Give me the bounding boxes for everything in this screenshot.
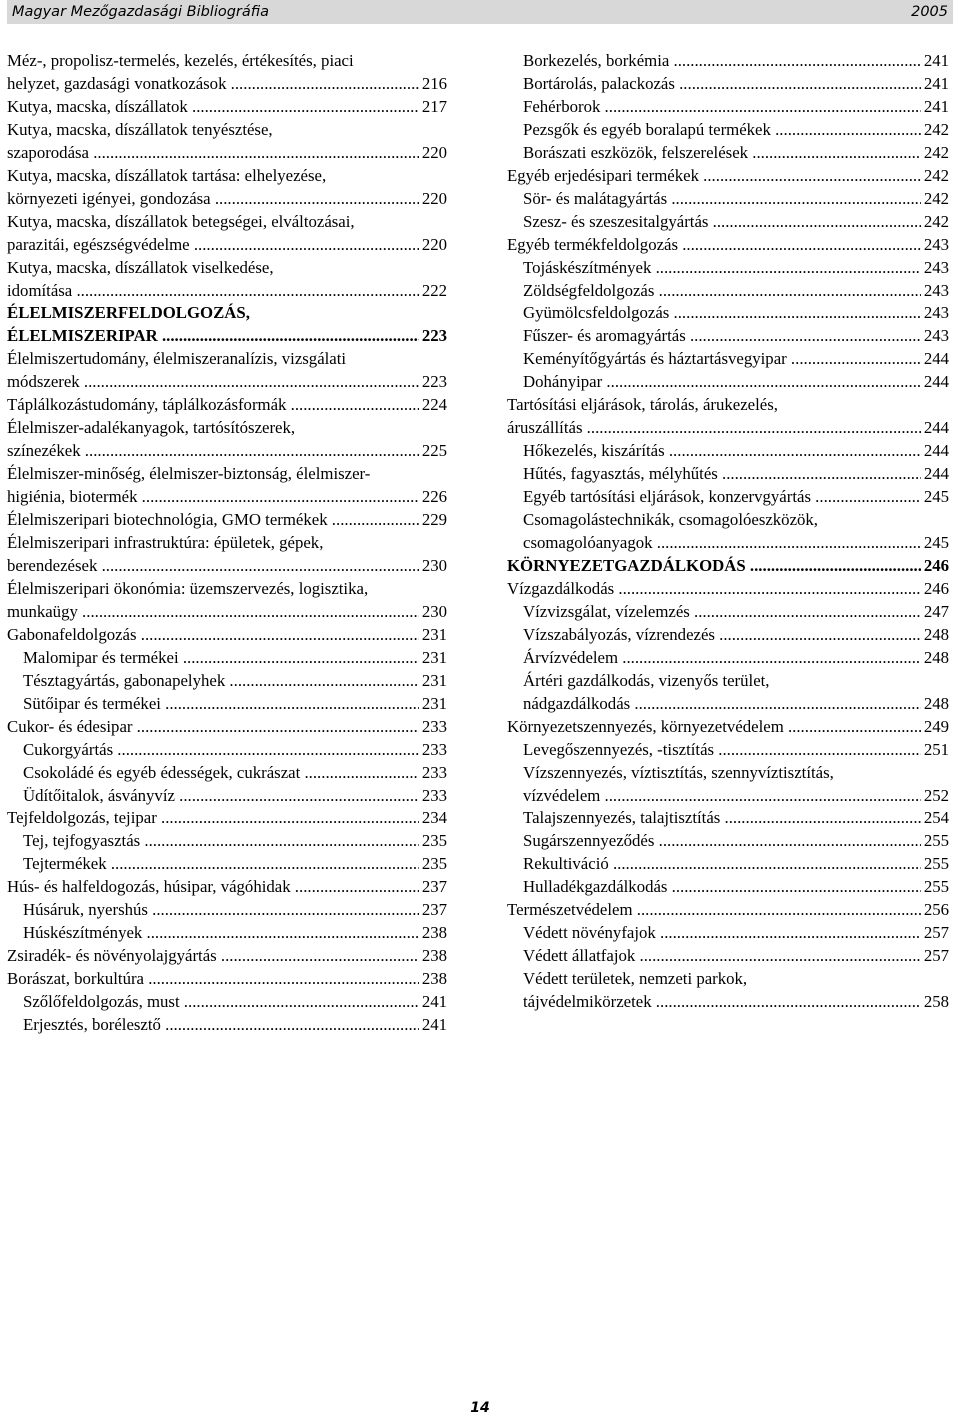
dot-leader bbox=[188, 97, 447, 116]
toc-entry-title: Védett állatfajok bbox=[523, 946, 636, 966]
toc-entry-title: Sör- és malátagyártás bbox=[523, 188, 668, 208]
dot-leader bbox=[113, 740, 447, 759]
toc-entry-title: Fűszer- és aromagyártás bbox=[523, 326, 686, 346]
toc-page-number: 237 bbox=[419, 899, 447, 922]
toc-entry-title: munkaügy bbox=[7, 601, 78, 621]
toc-entry-title: Vízvizsgálat, vízelemzés bbox=[523, 601, 690, 621]
toc-entry-title: Gabonafeldolgozás bbox=[7, 624, 137, 644]
toc-page-number: 223 bbox=[419, 325, 447, 348]
toc-entry-title: Gyümölcsfeldolgozás bbox=[523, 303, 670, 323]
toc-entry bbox=[507, 211, 949, 234]
toc-entry bbox=[507, 486, 949, 509]
toc-entry-title: Erjesztés, borélesztő bbox=[23, 1015, 161, 1035]
page-number: 14 bbox=[470, 1400, 490, 1416]
toc-entry bbox=[7, 1014, 447, 1037]
dot-leader bbox=[140, 831, 447, 850]
toc-entry bbox=[507, 670, 949, 716]
toc-entry bbox=[507, 394, 949, 440]
toc-entry-title: Fehérborok bbox=[523, 96, 601, 116]
toc-entry bbox=[507, 624, 949, 647]
toc-entry bbox=[507, 234, 949, 257]
toc-entry-title: Tojáskészítmények bbox=[523, 257, 652, 277]
toc-entry bbox=[7, 257, 447, 303]
toc-entry-title: Csokoládé és egyéb édességek, cukrászat bbox=[23, 762, 301, 782]
toc-page-number: 255 bbox=[921, 876, 949, 899]
toc-entry bbox=[507, 899, 949, 922]
dot-leader bbox=[667, 877, 949, 896]
toc-entry-title: Tejtermékek bbox=[23, 854, 107, 874]
dot-leader bbox=[180, 992, 447, 1011]
toc-page-number: 242 bbox=[921, 165, 949, 188]
toc-entry bbox=[507, 853, 949, 876]
toc-entry bbox=[507, 463, 949, 486]
toc-entry-title: Vízgazdálkodás bbox=[507, 578, 615, 598]
page-header bbox=[7, 0, 953, 24]
toc-entry-line: Élelmiszeripari infrastruktúra: épületek, gépek, bbox=[7, 533, 324, 553]
dot-leader bbox=[654, 831, 949, 850]
dot-leader bbox=[669, 303, 949, 322]
dot-leader bbox=[89, 143, 447, 162]
toc-entry-title: tájvédelmikörzetek bbox=[523, 992, 652, 1012]
toc-entry-title: vízvédelem bbox=[523, 785, 601, 805]
toc-entry bbox=[507, 119, 949, 142]
toc-page-number: 231 bbox=[419, 647, 447, 670]
toc-entry-title: Szőlőfeldolgozás, must bbox=[23, 992, 180, 1012]
toc-entry-title: Zöldségfeldolgozás bbox=[523, 280, 655, 300]
dot-leader bbox=[78, 602, 447, 621]
toc-entry bbox=[507, 371, 949, 394]
toc-page-number: 222 bbox=[419, 280, 447, 303]
toc-entry-line: Élelmiszer-minőség, élelmiszer-biztonság, élelmiszer- bbox=[7, 464, 371, 484]
toc-entry-line: Kutya, macska, díszállatok tartása: elhelyezése, bbox=[7, 165, 327, 185]
dot-leader bbox=[720, 808, 949, 827]
toc-entry bbox=[507, 96, 949, 119]
toc-entry bbox=[507, 739, 949, 762]
toc-page-number: 220 bbox=[419, 234, 447, 257]
toc-entry-title: Kutya, macska, díszállatok bbox=[7, 96, 188, 116]
toc-entry bbox=[7, 945, 447, 968]
dot-leader bbox=[748, 143, 949, 162]
toc-entry-line: Védett területek, nemzeti parkok, bbox=[523, 969, 748, 989]
dot-leader bbox=[653, 533, 949, 552]
toc-page-number: 234 bbox=[419, 807, 447, 830]
dot-leader bbox=[602, 372, 949, 391]
toc-page-number: 244 bbox=[921, 440, 949, 463]
dot-leader bbox=[609, 854, 949, 873]
toc-entry-title: módszerek bbox=[7, 372, 80, 392]
toc-page-number: 245 bbox=[921, 532, 949, 555]
toc-entry bbox=[507, 716, 949, 739]
toc-entry bbox=[7, 96, 447, 119]
toc-entry-title: helyzet, gazdasági vonatkozások bbox=[7, 73, 227, 93]
toc-page-number: 241 bbox=[921, 96, 949, 119]
toc-page-number: 238 bbox=[419, 922, 447, 945]
toc-page-number: 225 bbox=[419, 440, 447, 463]
toc-entry-title: idomítása bbox=[7, 280, 73, 300]
toc-entry bbox=[507, 945, 949, 968]
toc-entry-line: Élelmiszer-adalékanyagok, tartósítószerek, bbox=[7, 418, 296, 438]
toc-entry bbox=[7, 647, 447, 670]
dot-leader bbox=[225, 671, 447, 690]
toc-page-number: 242 bbox=[921, 142, 949, 165]
toc-entry-title: Hulladékgazdálkodás bbox=[523, 877, 668, 897]
toc-page-number: 243 bbox=[921, 257, 949, 280]
toc-entry-title: Hőkezelés, kiszárítás bbox=[523, 441, 665, 461]
toc-page-number: 246 bbox=[921, 555, 949, 578]
toc-page-number: 231 bbox=[419, 693, 447, 716]
toc-entry bbox=[507, 188, 949, 211]
toc-entry-line: Kutya, macska, díszállatok betegségei, elváltozásai, bbox=[7, 211, 355, 231]
toc-entry bbox=[507, 257, 949, 280]
toc-page-number: 249 bbox=[921, 716, 949, 739]
dot-leader bbox=[148, 900, 447, 919]
toc-entry-title: Dohányipar bbox=[523, 372, 603, 392]
toc-entry-title: Szesz- és szeszesitalgyártás bbox=[523, 211, 709, 231]
toc-entry bbox=[507, 876, 949, 899]
dot-leader bbox=[144, 969, 447, 988]
toc-entry bbox=[7, 624, 447, 647]
toc-page-number: 216 bbox=[419, 73, 447, 96]
toc-entry-title: Húskészítmények bbox=[23, 923, 143, 943]
toc-entry bbox=[507, 73, 949, 96]
toc-page-number: 230 bbox=[419, 601, 447, 624]
dot-leader bbox=[158, 326, 447, 345]
toc-entry-title: higiénia, biotermék bbox=[7, 487, 138, 507]
toc-entry-title: Borászati eszközök, felszerelések bbox=[523, 142, 749, 162]
toc-page-number: 255 bbox=[921, 853, 949, 876]
dot-leader bbox=[708, 212, 949, 231]
dot-leader bbox=[107, 854, 447, 873]
toc-entry-title: Cukor- és édesipar bbox=[7, 716, 133, 736]
toc-entry-line: Csomagolástechnikák, csomagolóeszközök, bbox=[523, 510, 818, 530]
toc-page-number: 233 bbox=[419, 716, 447, 739]
toc-page-number: 238 bbox=[419, 968, 447, 991]
toc-entry bbox=[507, 922, 949, 945]
toc-page-number: 243 bbox=[921, 234, 949, 257]
toc-page-number: 247 bbox=[921, 601, 949, 624]
dot-leader bbox=[633, 900, 949, 919]
toc-page-number: 245 bbox=[921, 486, 949, 509]
toc-entry-title: Borászat, borkultúra bbox=[7, 969, 145, 989]
toc-entry bbox=[7, 211, 447, 257]
toc-entry bbox=[507, 807, 949, 830]
toc-entry-title: Vízszabályozás, vízrendezés bbox=[523, 624, 715, 644]
toc-entry-title: Környezetszennyezés, környezetvédelem bbox=[507, 716, 784, 736]
toc-entry-line: Élelmiszeripari ökonómia: üzemszervezés, logisztika, bbox=[7, 578, 369, 598]
toc-page-number: 254 bbox=[921, 807, 949, 830]
toc-entry-title: Rekultiváció bbox=[523, 854, 609, 874]
toc-entry-line: Tartósítási eljárások, tárolás, árukezelés, bbox=[507, 395, 778, 415]
toc-page-number: 255 bbox=[921, 830, 949, 853]
toc-entry bbox=[507, 440, 949, 463]
toc-page-number: 241 bbox=[419, 1014, 447, 1037]
toc-page-number: 223 bbox=[419, 371, 447, 394]
toc-page-number: 248 bbox=[921, 624, 949, 647]
toc-entry bbox=[507, 968, 949, 1014]
toc-page-number: 235 bbox=[419, 853, 447, 876]
toc-entry-title: Pezsgők és egyéb boralapú termékek bbox=[523, 119, 771, 139]
toc-page-number: 257 bbox=[921, 945, 949, 968]
toc-entry bbox=[7, 991, 447, 1014]
toc-entry-title: Egyéb erjedésipari termékek bbox=[507, 165, 699, 185]
toc-entry-title: Bortárolás, palackozás bbox=[523, 73, 675, 93]
toc-page-number: 243 bbox=[921, 280, 949, 303]
dot-leader bbox=[211, 189, 447, 208]
toc-page-number: 248 bbox=[921, 693, 949, 716]
dot-leader bbox=[635, 946, 949, 965]
toc-entry-title: nádgazdálkodás bbox=[523, 693, 631, 713]
toc-entry bbox=[7, 165, 447, 211]
toc-entry-line: Kutya, macska, díszállatok viselkedése, bbox=[7, 257, 274, 277]
toc-entry-title: Védett növényfajok bbox=[523, 923, 656, 943]
dot-leader bbox=[137, 625, 447, 644]
toc-entry bbox=[507, 302, 949, 325]
toc-entry-title: Árvízvédelem bbox=[523, 647, 619, 667]
toc-page-number: 231 bbox=[419, 624, 447, 647]
toc-page-number: 233 bbox=[419, 762, 447, 785]
dot-leader bbox=[600, 97, 949, 116]
dot-leader bbox=[651, 258, 949, 277]
toc-entry-title: Sütőipar és termékei bbox=[23, 693, 161, 713]
toc-entry-title: szaporodása bbox=[7, 142, 90, 162]
dot-leader bbox=[81, 441, 447, 460]
dot-leader bbox=[175, 786, 447, 805]
toc-entry bbox=[507, 830, 949, 853]
toc-entry-title: Üdítőitalok, ásványvíz bbox=[23, 785, 175, 805]
dot-leader bbox=[746, 556, 949, 575]
dot-leader bbox=[714, 740, 949, 759]
toc-entry-title: Húsáruk, nyershús bbox=[23, 900, 148, 920]
toc-entry bbox=[507, 601, 949, 624]
toc-page-number: 251 bbox=[921, 739, 949, 762]
toc-entry bbox=[7, 119, 447, 165]
toc-entry-title: Hűtés, fagyasztás, mélyhűtés bbox=[523, 464, 718, 484]
toc-entry bbox=[7, 302, 447, 348]
toc-entry bbox=[7, 394, 447, 417]
toc-entry bbox=[507, 165, 949, 188]
toc-page-number: 248 bbox=[921, 647, 949, 670]
dot-leader bbox=[217, 946, 447, 965]
toc-page-number: 224 bbox=[419, 394, 447, 417]
toc-entry bbox=[7, 739, 447, 762]
dot-leader bbox=[718, 464, 949, 483]
toc-entry-title: Cukorgyártás bbox=[23, 739, 114, 759]
dot-leader bbox=[686, 326, 949, 345]
dot-leader bbox=[654, 281, 949, 300]
toc-entry bbox=[7, 716, 447, 739]
toc-page-number: 256 bbox=[921, 899, 949, 922]
toc-page-number: 231 bbox=[419, 670, 447, 693]
toc-page-number: 226 bbox=[419, 486, 447, 509]
toc-entry bbox=[7, 532, 447, 578]
toc-entry-title: ÉLELMISZERIPAR bbox=[7, 326, 158, 346]
toc-entry bbox=[507, 348, 949, 371]
publication-title: Magyar Mezőgazdasági Bibliográfia bbox=[12, 4, 270, 20]
toc-entry-title: Borkezelés, borkémia bbox=[523, 51, 670, 70]
toc-page-number: 242 bbox=[921, 188, 949, 211]
toc-entry-title: csomagolóanyagok bbox=[523, 533, 653, 553]
toc-entry-line: Ártéri gazdálkodás, vizenyős terület, bbox=[523, 670, 770, 690]
toc-page-number: 242 bbox=[921, 211, 949, 234]
toc-entry bbox=[507, 325, 949, 348]
toc-page-number: 233 bbox=[419, 785, 447, 808]
toc-entry bbox=[7, 785, 447, 808]
toc-entry-title: Keményítőgyártás és háztartásvegyipar bbox=[523, 349, 787, 369]
toc-entry bbox=[7, 348, 447, 394]
toc-page-number: 230 bbox=[419, 555, 447, 578]
toc-page-number: 229 bbox=[419, 509, 447, 532]
dot-leader bbox=[669, 51, 949, 70]
toc-entry-title: Tésztagyártás, gabonapelyhek bbox=[23, 670, 226, 690]
toc-page-number: 238 bbox=[419, 945, 447, 968]
toc-entry bbox=[7, 670, 447, 693]
dot-leader bbox=[142, 923, 447, 942]
publication-year: 2005 bbox=[911, 4, 948, 20]
toc-entry bbox=[507, 762, 949, 808]
dot-leader bbox=[656, 923, 949, 942]
toc-entry-line: ÉLELMISZERFELDOLGOZÁS, bbox=[7, 303, 250, 323]
toc-entry bbox=[7, 922, 447, 945]
toc-entry-title: parazitái, egészségvédelme bbox=[7, 234, 190, 254]
toc-page-number: 243 bbox=[921, 325, 949, 348]
toc-entry-title: Sugárszennyeződés bbox=[523, 831, 655, 851]
dot-leader bbox=[675, 74, 949, 93]
toc-right-column bbox=[507, 50, 949, 1014]
toc-entry bbox=[7, 578, 447, 624]
dot-leader bbox=[97, 556, 447, 575]
toc-entry bbox=[7, 762, 447, 785]
toc-entry-title: Természetvédelem bbox=[507, 900, 633, 920]
dot-leader bbox=[667, 189, 949, 208]
dot-leader bbox=[80, 372, 447, 391]
toc-page-number: 244 bbox=[921, 348, 949, 371]
dot-leader bbox=[161, 1015, 447, 1034]
toc-page-number: 258 bbox=[921, 991, 949, 1014]
toc-entry bbox=[7, 853, 447, 876]
dot-leader bbox=[665, 441, 949, 460]
dot-leader bbox=[179, 648, 447, 667]
dot-leader bbox=[618, 648, 949, 667]
dot-leader bbox=[715, 625, 949, 644]
dot-leader bbox=[690, 602, 949, 621]
toc-entry bbox=[507, 647, 949, 670]
toc-page-number: 244 bbox=[921, 371, 949, 394]
toc-page-number: 220 bbox=[419, 188, 447, 211]
toc-page-number: 233 bbox=[419, 739, 447, 762]
toc-page-number: 241 bbox=[921, 50, 949, 73]
toc-entry bbox=[507, 280, 949, 303]
toc-page-number: 257 bbox=[921, 922, 949, 945]
toc-entry-line: Méz-, propolisz-termelés, kezelés, értékesítés, piaci bbox=[7, 51, 354, 70]
toc-page-number: 241 bbox=[921, 73, 949, 96]
toc-entry-title: Élelmiszeripari biotechnológia, GMO termékek bbox=[7, 510, 328, 530]
toc-entry-title: Tej, tejfogyasztás bbox=[23, 831, 141, 851]
toc-entry-title: Egyéb termékfeldolgozás bbox=[507, 234, 679, 254]
dot-leader bbox=[614, 579, 949, 598]
toc-entry-title: KÖRNYEZETGAZDÁLKODÁS bbox=[507, 555, 746, 575]
toc-entry-title: áruszállítás bbox=[507, 418, 583, 438]
toc-entry-title: Malomipar és termékei bbox=[23, 647, 179, 667]
toc-page-number: 244 bbox=[921, 463, 949, 486]
toc-entry-line: Vízszennyezés, víztisztítás, szennyvíztisztítás, bbox=[523, 762, 834, 782]
toc-page-number: 241 bbox=[419, 991, 447, 1014]
toc-entry-title: színezékek bbox=[7, 441, 81, 461]
dot-leader bbox=[652, 992, 949, 1011]
toc-entry bbox=[7, 509, 447, 532]
toc-entry bbox=[7, 830, 447, 853]
toc-entry-title: Zsiradék- és növényolajgyártás bbox=[7, 946, 217, 966]
dot-leader bbox=[72, 281, 447, 300]
toc-entry-title: környezeti igényei, gondozása bbox=[7, 188, 211, 208]
toc-entry-title: Táplálkozástudomány, táplálkozásformák bbox=[7, 395, 287, 415]
toc-entry-title: Egyéb tartósítási eljárások, konzervgyártás bbox=[523, 487, 811, 507]
toc-entry bbox=[507, 50, 949, 73]
toc-entry bbox=[7, 693, 447, 716]
dot-leader bbox=[678, 235, 949, 254]
toc-page-number: 235 bbox=[419, 830, 447, 853]
toc-entry bbox=[7, 968, 447, 991]
toc-left-column bbox=[7, 50, 447, 1037]
toc-page-number: 220 bbox=[419, 142, 447, 165]
toc-page-number: 237 bbox=[419, 876, 447, 899]
dot-leader bbox=[699, 166, 949, 185]
dot-leader bbox=[157, 808, 447, 827]
dot-leader bbox=[132, 717, 447, 736]
dot-leader bbox=[226, 74, 447, 93]
toc-entry bbox=[7, 463, 447, 509]
toc-entry bbox=[507, 142, 949, 165]
toc-entry-line: Élelmiszertudomány, élelmiszeranalízis, vizsgálati bbox=[7, 349, 347, 369]
dot-leader bbox=[600, 786, 949, 805]
dot-leader bbox=[190, 235, 447, 254]
toc-entry bbox=[7, 899, 447, 922]
toc-entry-line: Kutya, macska, díszállatok tenyésztése, bbox=[7, 119, 273, 139]
toc-entry-title: berendezések bbox=[7, 555, 98, 575]
toc-entry bbox=[507, 555, 949, 578]
toc-page-number: 217 bbox=[419, 96, 447, 119]
toc-page-number: 246 bbox=[921, 578, 949, 601]
toc-entry bbox=[7, 807, 447, 830]
dot-leader bbox=[137, 487, 447, 506]
toc-page-number: 252 bbox=[921, 785, 949, 808]
toc-entry bbox=[7, 876, 447, 899]
toc-page-number: 243 bbox=[921, 302, 949, 325]
toc-entry bbox=[507, 578, 949, 601]
toc-entry bbox=[7, 417, 447, 463]
toc-entry bbox=[507, 509, 949, 555]
toc-entry-title: Hús- és halfeldogozás, húsipar, vágóhidak bbox=[7, 877, 291, 897]
toc-entry bbox=[7, 50, 447, 96]
toc-entry-title: Levegőszennyezés, -tisztítás bbox=[523, 739, 715, 759]
toc-entry-title: Tejfeldolgozás, tejipar bbox=[7, 808, 157, 828]
dot-leader bbox=[582, 418, 949, 437]
dot-leader bbox=[161, 694, 447, 713]
toc-page-number: 244 bbox=[921, 417, 949, 440]
toc-page-number: 242 bbox=[921, 119, 949, 142]
dot-leader bbox=[630, 694, 949, 713]
toc-entry-title: Talajszennyezés, talajtisztítás bbox=[523, 808, 721, 828]
